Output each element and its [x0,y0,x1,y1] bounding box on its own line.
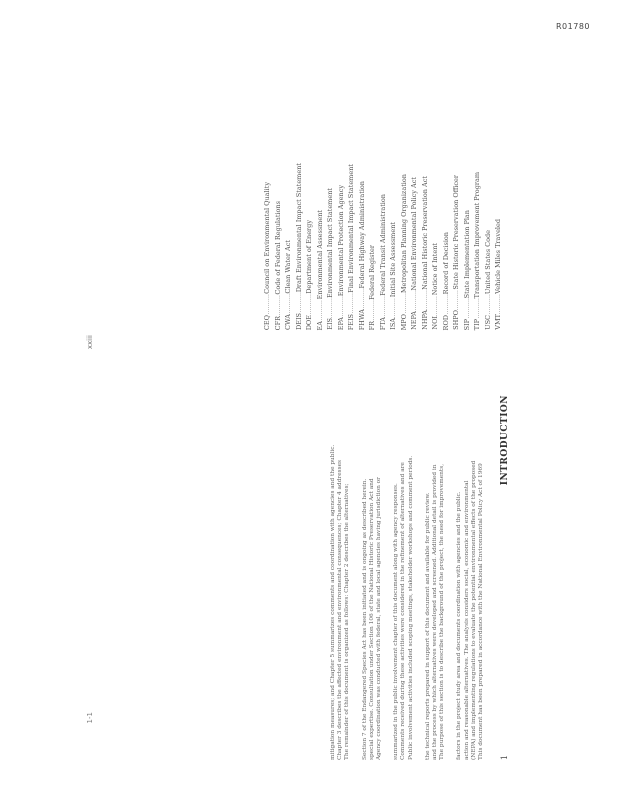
glossary-abbreviation: NOI [431,316,439,330]
glossary-definition: Federal Transit Administration [378,194,387,297]
glossary-leader: .......... [378,296,387,317]
paragraph-line: The purpose of this section is to describe the background of the project, the need for improvements, [439,463,446,760]
glossary-leader: .......... [357,288,366,309]
glossary-abbreviation: VMT [494,314,502,330]
glossary-abbreviation: FTA [378,316,387,330]
glossary-definition: Initial Site Assessment [389,222,397,298]
glossary-entry [325,60,335,330]
glossary-entry [399,60,409,330]
glossary-leader: .......... [483,294,492,316]
glossary-entry [430,60,440,330]
glossary-abbreviation: EPA [336,316,345,330]
glossary-abbreviation: FR [368,320,376,330]
glossary-definition: National Historic Preservation Act [420,175,429,290]
glossary-entry [378,60,388,330]
glossary-abbreviation: ROD [441,314,450,330]
glossary-leader: .......... [336,296,345,317]
paragraph-line: Chapter 3 describes the affected environment and environmental consequences; Chapter 4 addresses [337,460,344,760]
glossary-definition: Final Environmental Impact Statement [347,164,355,294]
glossary-entry [493,60,503,330]
page-number-bottom: 1-1 [86,712,94,724]
glossary-leader: .......... [326,297,334,319]
glossary-entry [304,60,314,330]
glossary-abbreviation: NHPA [420,310,429,330]
glossary-entry [346,60,356,330]
glossary-leader: .......... [399,292,408,314]
glossary-leader: .......... [263,294,271,315]
glossary-entry [462,60,472,330]
paragraph-line: Section 7 of the Endangered Species Act has been initiated and is ongoing as described herein. [361,478,368,760]
paragraph-line: (NEPA) and implementing regulations to evaluate the potential environmental effects of the proposed [470,460,477,760]
glossary-abbreviation: DOE [305,314,313,330]
glossary-abbreviation: MPO [399,313,408,330]
paragraph-line: mitigation measures; and Chapter 5 summarizes comments and coordination with agencies and the public. [330,444,336,760]
section-number: 1 [500,755,509,761]
glossary-leader: .......... [431,295,439,317]
glossary-abbreviation: EA [315,320,324,330]
glossary-entry [483,60,493,330]
glossary-definition: Vehicle Miles Traveled [494,218,502,294]
glossary-definition: Record of Decision [441,231,450,294]
glossary-leader: .......... [315,299,324,321]
paragraph-line: and the process by which alternatives were developed and screened. Additional detail is provided in [432,464,438,760]
glossary-abbreviation: CWA [284,313,292,330]
glossary-entry [315,60,325,330]
paragraph-line: The remainder of this document is organized as follows: Chapter 2 describes the alternatives; [344,483,351,760]
glossary-entry [262,60,272,330]
paragraph-line: summarized in the public involvement chapter of this document along with agency responses. [393,483,400,760]
glossary-definition: Environmental Protection Agency [336,184,345,297]
glossary-definition: Code of Federal Regulations [273,201,282,295]
glossary-entry [367,60,377,330]
glossary-definition: Clean Water Act [284,239,292,294]
glossary-abbreviation: FEIS [347,313,355,330]
glossary-entry [357,60,367,330]
glossary-entry [420,60,430,330]
glossary-entry [336,60,346,330]
paragraph-line: factors in the project study area and documents coordination with agencies and the public. [456,491,463,760]
glossary-definition: Federal Highway Administration [357,180,366,289]
glossary-entry [283,60,293,330]
glossary-entry [441,60,451,330]
paragraph-line: Agency coordination was conducted with federal, state and local agencies having jurisdiction or [376,477,382,760]
glossary-abbreviation: SIP [462,318,471,330]
glossary-definition: Metropolitan Planning Organization [399,173,408,293]
glossary-definition: Environmental Assessment [315,210,324,300]
glossary-abbreviation: DEIS [294,313,303,330]
glossary-definition: State Implementation Plan [462,209,471,298]
glossary-leader: .......... [410,290,418,312]
glossary-abbreviation: USC [483,315,492,330]
glossary-entry [472,60,482,330]
section-title: INTRODUCTION [500,395,510,486]
glossary-leader: .......... [441,293,450,315]
glossary-leader: .......... [462,297,471,319]
glossary-entry [294,60,304,330]
glossary-leader: .......... [389,297,397,319]
glossary-entry [451,60,461,330]
document-id: R01780 [555,22,590,31]
glossary-definition: Draft Environmental Impact Statement [294,163,303,293]
glossary-abbreviation: CEQ [263,314,271,330]
glossary-leader: .......... [473,298,481,319]
glossary-definition: State Historic Preservation Officer [452,174,460,290]
glossary-leader: .......... [294,292,303,314]
paragraph-line: Public involvement activities included scoping meetings, stakeholder workshops and comment periods. [407,455,414,760]
paragraph-line: This document has been prepared in accordance with the National Environmental Policy Act of 1969 [478,463,484,760]
glossary-abbreviation: FHWA [357,308,366,330]
glossary-abbreviation: TIP [473,318,481,330]
abbreviation-list [262,60,512,330]
glossary-entry [388,60,398,330]
glossary-definition: Department of Energy [305,220,313,295]
paragraph-line: Comments received during these activities were considered in the refinement of alternatives and are [400,462,407,760]
paragraph-line: action and reasonable alternatives. The analysis considers social, economic and environmental [463,480,470,760]
paragraph-line: special expertise. Consultation under Section 106 of the National Historic Preservation Act and [368,478,375,760]
glossary-leader: .......... [420,289,429,311]
glossary-abbreviation: SHPO [452,310,460,330]
glossary-leader: .......... [305,294,313,315]
glossary-entry [409,60,419,330]
glossary-entry [273,60,283,330]
glossary-abbreviation: ISA [389,318,397,330]
glossary-definition: Transportation Improvement Program [473,171,481,299]
glossary-definition: United States Code [483,230,492,295]
glossary-definition: Federal Register [368,244,376,300]
page-number-top: xxiii [86,335,94,350]
glossary-abbreviation: CFR [273,315,282,330]
glossary-leader: .......... [494,293,502,315]
glossary-definition: Notice of Intent [431,243,439,296]
glossary-definition: Environmental Impact Statement [326,187,334,298]
glossary-leader: .......... [347,293,355,314]
glossary-abbreviation: EIS [326,318,334,330]
glossary-definition: National Environmental Policy Act [410,176,418,291]
glossary-abbreviation: NEPA [410,311,418,330]
glossary-definition: Council on Environmental Quality [263,182,271,295]
paragraph-line: the technical reports prepared in support of this document and available for public review. [424,492,431,760]
glossary-leader: .......... [284,293,292,314]
glossary-leader: .......... [273,294,282,316]
glossary-leader: .......... [452,289,460,311]
glossary-leader: .......... [368,299,376,321]
